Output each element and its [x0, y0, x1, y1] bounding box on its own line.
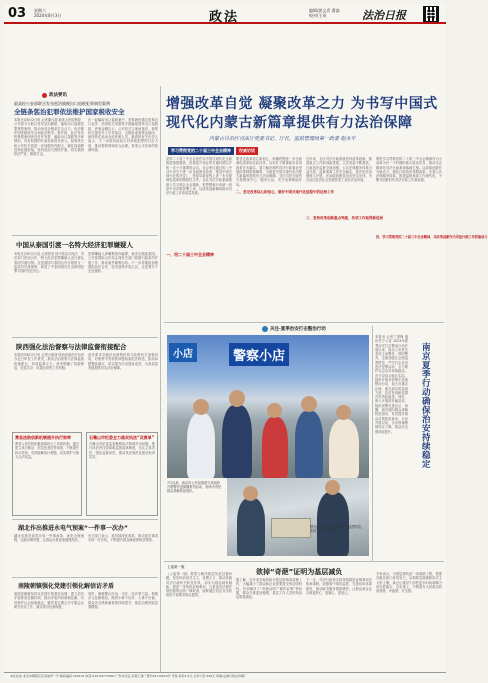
editor-line: 编辑/郭文青 曹淼 [309, 8, 340, 13]
photo-sign-small: 小店 [169, 343, 197, 362]
lead-headline-line-1: 增强改革自觉 凝聚改革之力 为书写中国式 [166, 96, 438, 112]
photo-person [187, 413, 215, 478]
photo-head [301, 396, 317, 412]
photo-vehicle [271, 518, 311, 538]
lead-inner-heading-3: 三、坚持改革创新重点突破，各项工作取得新进展 [306, 216, 383, 220]
bottom-article-title: 欲掉“奇葩”证明为基层减负 [256, 568, 343, 576]
divider [164, 322, 444, 323]
section-name: 政法 [209, 10, 240, 25]
page-footer: 本社社址:北京市朝阳区花家地甲一号 邮政编码:100102 电话:010-84772000 广告许可证:京朝工商广登字20170019号 零售:每份1.5元 全年订价:420元 印刷:法制日报社印刷厂 [4, 672, 446, 679]
a1-body-2: 在一起骗取出口退税案中，犯罪团伙通过虚构出口业务、伪造报关单据等手段骗取国家出口退税款，涉案金额巨大。公安机关立案侦查后，检察机关提前介入引导取证，全链条追查资金流向，最终依法追诉全部涉案人员。最高检有关负责人表示，下一步将持续加大对涉税犯罪的打击力度，推动税收领域综合治理，营造公平竞争的营商环境。 [88, 118, 158, 153]
divider [12, 577, 158, 578]
lead-badge-interview: 权威访谈 [236, 147, 258, 155]
a1-title: 全链条惩治犯罪依法维护国家税收安全 [14, 108, 125, 116]
qr-code-icon [423, 6, 439, 22]
bottom-body-2: 据了解，近年来各地持续开展证明事项清理工作，大幅减少了群众和企业需要提交的证明材料，有效解决了“奇葩证明”“循环证明”等问题，群众办事更加便捷，基层工作人员的负担也明显减轻。 [236, 578, 302, 600]
news-photo [167, 335, 369, 478]
weekday: 星期六 [34, 8, 46, 13]
inset-caption [310, 525, 368, 551]
a2-body-1: 本报北京8月2日电 记者张昊 经中泰双方执法、司法部门密切合作，特大经济犯罪嫌疑人近日被从泰国引渡回国。这是我国与泰国合作开展的又一起成功引渡案例，彰显了中泰两国在打击跨国犯罪方面的坚定决心。 [14, 252, 84, 274]
photo-head [267, 403, 282, 418]
photo-credit: 本报通讯员 宁警 摄 [310, 529, 338, 534]
photo-person [222, 405, 252, 478]
a4-body-2: 有关部门表示，将持续深化改革，推动更多事项实现一次办结，不断提升群众满意度和获得感。 [88, 534, 158, 543]
photo-head [325, 480, 340, 495]
date-full: 2024年8月3日 [34, 13, 62, 18]
a5-body-2: 同时，朝镇整合综治、司法、信访等力量，构建多元化解格局，做到小事不出村、大事不出镇，群众安全感和满意度持续提升，基层治理效能显著增强。 [88, 592, 158, 609]
column-divider [372, 326, 373, 562]
lead-body-1: 党的二十届三中全会是在以中国式现代化全面推进强国建设、民族复兴伟业的关键时期召开的一次十分重要的会议。全会审议通过的《中共中央关于进一步全面深化改革、推进中国式现代化的决定》，是指导新征程上进一步全面深化改革的纲领性文件。全区司法行政系统要深入学习领会全会精神，把思想和行动统一到党中央决策部署上来，以改革创新精神推动司法行政工作高质量发展。 [166, 157, 232, 196]
photo-person [295, 411, 323, 478]
proofreader-line: 校对/王英 [309, 13, 327, 18]
photo-person [262, 417, 288, 478]
box1-body: 费县人民法院积极探索执行工作新机制，通过建立执行联动、信息化查控等举措，不断提升执行效率，有效破解执行难题，切实维护当事人合法权益。 [15, 442, 79, 459]
photo-head [336, 405, 351, 420]
a2-body-2: 犯罪嫌疑人涉嫌集资诈骗罪，案发后潜逃泰国。公安部国际合作局会同有关部门依据引渡条约开展工作，推动案件顺利办结。下一步将继续加强国际执法合作，坚决追缉外逃人员，让犯罪分子无处遁形。 [88, 252, 158, 274]
lead-headline-line-2: 现代化内蒙古新篇章提供有力法治保障 [166, 115, 413, 131]
tag-dot-icon [42, 93, 47, 98]
a5-body-1: 南陵县朝镇坚持以党建引领基层治理，建立信访矛盾排查化解机制，推动矛盾纠纷就地化解，有效维护社会和谐稳定。镇党委定期召开专题会议研究信访工作，落实领导包案制度。 [14, 592, 84, 609]
page-number: 03 [8, 6, 27, 21]
lead-body-4: 要把学习贯彻党的二十届三中全会精神作为当前和今后一个时期的重大政治任务，推动全会精神在司法行政系统落地生根。以改革创新作为驱动力，深化行政执法体制改革，完善公共法律服务体系，推进监狱戒毒工作现代化，不断开创新时代司法行政工作新局面。 [376, 157, 442, 183]
bottom-body-1: （上接第一版）要着力解决基层负担过重问题，坚决纠治形式主义、官僚主义，推动各级司法行政机关转变作风，切实为基层减负赋能。要进一步规范证明事项，凡是没有法律法规依据的证明一律取消，能够通过信息共享获取的不再要求群众提供。 [166, 572, 232, 598]
a3-title: 陕西强化法治督察与法律监督衔接配合 [16, 343, 127, 351]
bottom-kicker: 上接第一版 [167, 565, 185, 569]
editors [309, 8, 340, 18]
masthead [4, 4, 446, 24]
a2-title: 中国从泰国引渡一名特大经济犯罪嫌疑人 [16, 241, 133, 249]
photo-head [229, 390, 245, 407]
right-article-body: 本报讯 记者丁国锋 通讯员宁公宣 2024年夏季治安打击整治行动开展以来，南京公安机关坚持主动警务、预防警务，全面加强社会面巡逻防控，严厉打击各类违法犯罪活动，全力维护社会治安持续稳定。各分局结合辖区实际，组织开展多轮集中清查整治行动，加大对重点区域、重点部位的巡查力度，及时发现和处置各类风险隐患。同时，深入开展防诈骗宣传，组织民警走进社区、商圈，面对面向群众讲解防范知识，有效提升群众自我防范意识。行动开展以来，全市刑事警情同比下降，群众安全感持续提升。 [375, 335, 408, 434]
photo-sign-police-shop: 警察小店 [229, 343, 289, 366]
photo-section-tag [262, 326, 326, 332]
divider [164, 561, 444, 562]
lead-body-2: 要坚定改革信心和恒心，准确把握进一步全面深化改革的目标任务，以钉钉子精神抓好各项改革任务落实，着力解决制约司法行政事业发展的体制机制障碍，为推进中国式现代化内蒙古新篇章提供有力法治保障。全区司法行政机关将围绕中心、服务大局，充分发挥职能作用。 [236, 157, 302, 187]
lead-inner-heading-4: 四、学习贯彻党的二十届三中全会精神，以改革创新作为司法行政工作的驱动力 [376, 235, 488, 239]
lead-body-3: 近年来，全区司法行政系统坚持改革创新，推进重点工作取得新进展。立法质量不断提高，行政执法监督全面加强，公共法律服务体系日益完善，监狱戒毒工作安全稳定，普法依法治理深入开展，法治政府建设迈出坚实步伐，为自治区经济社会发展营造了良好法治环境。 [306, 157, 372, 183]
paper-name: 法治日报 [362, 9, 406, 22]
bottom-body-4: 专家表示，为基层减负是一项系统工程，需要各级各部门协同发力，从制度层面破除形式主义的土壤，真正让基层干部把更多时间和精力用在抓落实、办实事上，不断提升人民群众的获得感、幸福感、安全感。 [376, 572, 442, 594]
photo-head [243, 486, 258, 501]
photo-caption-text: 7月以来，南京市公安局秦淮分局组织开展警务进商圈系列活动，现场为市民群众讲解防范知识。 [167, 481, 222, 494]
a1-body-1: 本报北京8月2日电 记者董凡超 最高人民检察院、公安部今天联合发布惩治偷税、骗取出口退税犯罪典型案例，推动形成全链条打击合力，依法维护国家税收安全和经济秩序。据介绍，此次发布的典型案例涉及虚开发票、骗取出口退税等多种情形，具有较强的代表性和指导意义。检察机关和公安机关将进一步加强协作配合，强化线索移送和证据衔接，坚持惩治与预防并重，切实做到依法严惩、精准打击。 [14, 118, 84, 157]
date-line [34, 8, 61, 18]
a4-title: 湖北作出推进永电气预案“一件事一次办” [18, 525, 128, 532]
divider [12, 337, 158, 338]
bottom-body-3: 下一步，司法行政机关将持续推进证明事项告知承诺制，加强事中事后监管，完善信用体系建设，推动政务服务提质增效，让群众和企业办事更舒心、更顺心、更放心。 [306, 578, 372, 595]
left-tag-label: 政法要讯 [49, 93, 67, 98]
column-divider [160, 86, 161, 672]
photo-caption [167, 481, 223, 556]
right-article-title: 南京夏季行动确保治安持续稳定 [422, 343, 431, 470]
lead-byline: 内蒙古自治区司法厅党委书记、厅长，监狱管理局第一政委 赵永平 [209, 136, 356, 142]
photo-head [193, 399, 209, 415]
a1-kicker: 最高检公安部联合发布惩治偷税出口退税犯罪典型案例 [14, 101, 110, 106]
photo-section-label: 关注·夏季治安打击整治行动 [270, 327, 326, 332]
newspaper-page [4, 4, 488, 679]
a5-title: 南陵朝镇强化党建引领化解信访矛盾 [18, 583, 115, 590]
lead-inner-heading-1: 一、用二十届三中全会精神 [166, 252, 214, 257]
divider [12, 235, 158, 236]
right-article-dateline: 本报讯 记者丁国锋 通讯员宁公宣 2024年夏季治安打击整治行动开展以来 [375, 335, 408, 352]
a3-body-1: 本报西安8月2日电 记者台建林 陕西省委依法治省办近日印发工作意见，推动法治督察与法律监督衔接配合，形成监督合力。意见明确了线索移送、信息共享、结果运用等工作机制。 [14, 353, 84, 370]
tag-dot-icon [262, 326, 268, 332]
lead-badge: 学习贯彻党的二十届三中全会精神 [168, 147, 234, 155]
inset-caption-text: 图为民警在夫子庙商圈开展巡逻防控。 [310, 525, 365, 529]
photo-person [329, 419, 359, 478]
lead-inner-heading-2: 二、坚定改革信心和恒心，做好中国式现代化进程中的法治工作 [236, 190, 334, 194]
box2-body: 石嘴山市纪委监委聚焦执法领域突出问题，推行执法责任清单和监督清单制度，压实主体责任，强化监督问责，推动执法规范化建设取得实效。 [89, 442, 155, 459]
left-tag [42, 92, 67, 98]
a3-body-2: 意见要求各级法治督察机构与检察机关加强协同，对督察中发现的问题线索依法移送，推动问题整改落实，切实提升法治建设成效，为高质量发展提供坚实法治保障。 [88, 353, 158, 370]
a4-body-1: 湖北省推进高效办成一件事改革，优化办理流程，压缩办理时限，让群众办事更加便捷高效。 [14, 534, 84, 543]
divider [12, 519, 158, 520]
box1-title: 费县法院创新机制提升执行效率 [15, 435, 71, 440]
photo-person [237, 498, 265, 556]
box2-title: 石嘴山市纪委全力落实执法“双责单” [89, 435, 155, 440]
